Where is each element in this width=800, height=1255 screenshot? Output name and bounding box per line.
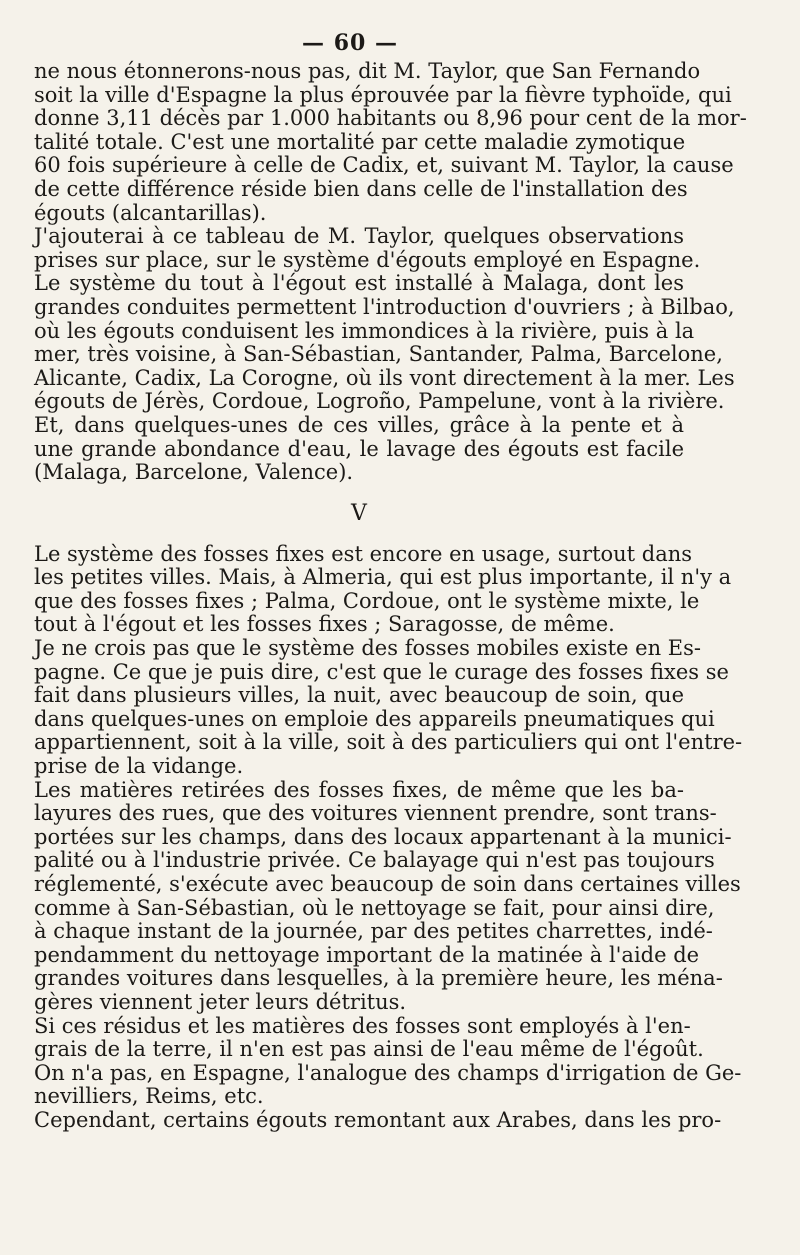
paragraph: [34, 414, 684, 485]
text-line: égouts de Jérès, Cordoue, Logroño, Pampelune, vont à la rivière.: [34, 389, 725, 414]
text-line: tout à l'égout et les fosses fixes ; Saragosse, de même.: [34, 612, 615, 637]
text-line: grandes conduites permettent l'introduction d'ouvriers ; à Bilbao,: [34, 294, 735, 319]
text-line: appartiennent, soit à la ville, soit à des particuliers qui ont l'entre-: [34, 730, 743, 755]
text-line: Le système des fosses fixes est encore en usage, surtout dans: [34, 541, 693, 566]
text-line: talité totale. C'est une mortalité par cette maladie zymotique: [34, 129, 686, 154]
text-line: Les matières retirées des fosses fixes, de même que les ba-: [34, 777, 684, 802]
paragraph: [34, 224, 701, 272]
text-line: pagne. Ce que je puis dire, c'est que le curage des fosses fixes se: [34, 659, 729, 684]
text-line: où les égouts conduisent les immondices à la rivière, puis à la: [34, 318, 695, 343]
text-line: J'ajouterai à ce tableau de M. Taylor, quelques observations: [34, 224, 684, 249]
text-line: nevilliers, Reims, etc.: [34, 1084, 264, 1109]
paragraph: [34, 636, 743, 779]
paragraph: [34, 541, 732, 637]
text-line: 60 fois supérieure à celle de Cadix, et, suivant M. Taylor, la cause: [34, 153, 734, 178]
page-number: — 60 —: [302, 30, 398, 56]
text-line: prises sur place, sur le système d'égouts employé en Espagne.: [34, 247, 701, 272]
text-line: Et, dans quelques-unes de ces villes, grâce à la pente et à: [34, 412, 684, 437]
text-line: pendamment du nettoyage important de la matinée à l'aide de: [34, 942, 700, 967]
paragraph: [34, 271, 735, 414]
text-line: palité ou à l'industrie privée. Ce balayage qui n'est pas toujours: [34, 848, 715, 873]
text-line: Le système du tout à l'égout est installé à Malaga, dont les: [34, 271, 684, 296]
text-line: prise de la vidange.: [34, 754, 244, 779]
text-line: égouts (alcantarillas).: [34, 200, 267, 225]
paragraph: [34, 59, 747, 225]
text-line: dans quelques-unes on emploie des appareils pneumatiques qui: [34, 706, 715, 731]
text-line: que des fosses fixes ; Palma, Cordoue, ont le système mixte, le: [34, 588, 700, 613]
paragraph: [34, 1107, 722, 1133]
text-line: grandes voitures dans lesquelles, à la première heure, les ména-: [34, 966, 723, 991]
text-line: comme à San-Sébastian, où le nettoyage se fait, pour ainsi dire,: [34, 895, 715, 920]
text-line: layures des rues, que des voitures viennent prendre, sont trans-: [34, 801, 717, 826]
text-line: une grande abondance d'eau, le lavage des égouts est facile: [34, 436, 684, 461]
text-line: à chaque instant de la journée, par des petites charrettes, indé-: [34, 919, 713, 944]
text-line: grais de la terre, il n'en est pas ainsi de l'eau même de l'égoût.: [34, 1037, 704, 1062]
paragraph: [34, 1013, 742, 1109]
text-line: réglementé, s'exécute avec beaucoup de soin dans certaines villes: [34, 872, 741, 896]
text-line: Je ne crois pas que le système des fosses mobiles existe en Es-: [34, 636, 701, 661]
text-line: soit la ville d'Espagne la plus éprouvée par la fièvre typhoïde, qui: [34, 82, 732, 107]
text-line: Si ces résidus et les matières des fosses sont employés à l'en-: [34, 1013, 691, 1038]
body-text: [34, 59, 747, 1133]
text-line: fait dans plusieurs villes, la nuit, avec beaucoup de soin, que: [34, 683, 684, 708]
text-line: On n'a pas, en Espagne, l'analogue des champs d'irrigation de Ge-: [34, 1060, 742, 1085]
paragraph: [34, 777, 741, 1015]
text-line: (Malaga, Barcelone, Valence).: [34, 460, 354, 485]
text-line: Alicante, Cadix, La Corogne, où ils vont directement à la mer. Les: [34, 365, 735, 390]
text-line: gères viennent jeter leurs détritus.: [34, 989, 407, 1014]
text-line: portées sur les champs, dans des locaux appartenant à la munici-: [34, 824, 732, 849]
text-line: mer, très voisine, à San-Sébastian, Santander, Palma, Barcelone,: [34, 342, 723, 367]
text-line: les petites villes. Mais, à Almeria, qui est plus importante, il n'y a: [34, 565, 732, 590]
text-line: de cette différence réside bien dans celle de l'installation des: [34, 176, 688, 201]
text-line: Cependant, certains égouts remontant aux Arabes, dans les pro-: [34, 1107, 722, 1132]
text-line: ne nous étonnerons-nous pas, dit M. Taylor, que San Fernando: [34, 59, 701, 83]
section-heading: V: [351, 500, 367, 526]
text-line: donne 3,11 décès par 1.000 habitants ou 8,96 pour cent de la mor-: [34, 106, 747, 131]
